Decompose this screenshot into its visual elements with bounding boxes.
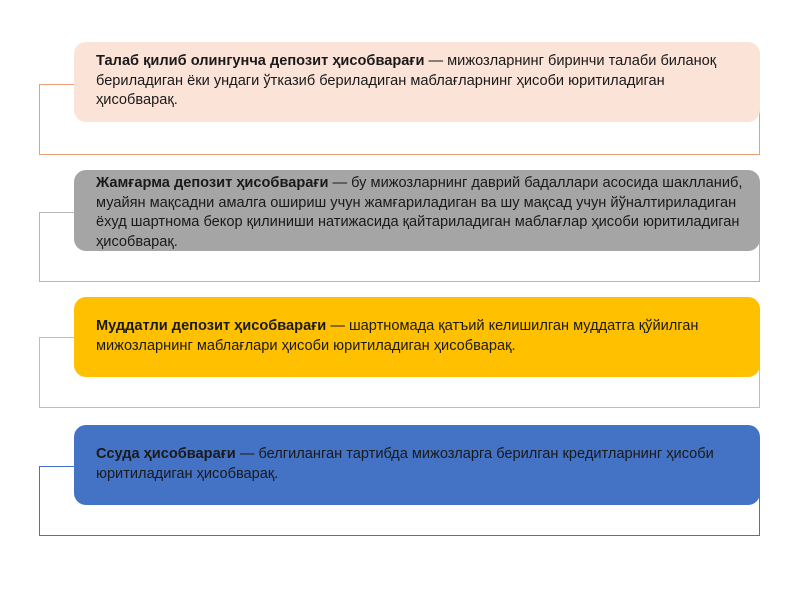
definition-box bbox=[74, 170, 760, 251]
definition-text: мижозларнинг биринчи талаби биланоқ бериладиган ёки ундаги ўтказиб бериладиган маблағларнинг ҳисоби юритиладиган ҳисобварақ. bbox=[96, 53, 717, 108]
definition-text: шартномада қатъий келишилган муддатга қўйилган мижозларнинг маблағлари ҳисоби юритиладиган ҳисобварақ. bbox=[96, 318, 699, 354]
definition-separator: — bbox=[328, 175, 352, 191]
definition-box bbox=[74, 425, 760, 505]
definition-box bbox=[74, 297, 760, 377]
definition-separator: — bbox=[235, 446, 259, 462]
definition-term: Муддатли депозит ҳисобварағи bbox=[96, 318, 327, 334]
definition-box bbox=[74, 42, 760, 122]
definition-term: Жамғарма депозит ҳисобварағи bbox=[96, 175, 329, 191]
definition-separator: — bbox=[326, 318, 349, 334]
definition-separator: — bbox=[424, 53, 448, 69]
definition-term: Талаб қилиб олингунча депозит ҳисобварағи bbox=[96, 53, 425, 69]
definition-text: белгиланган тартибда мижозларга берилган кредитларнинг ҳисоби юритиладиган ҳисобварақ. bbox=[96, 446, 714, 482]
definition-term: Ссуда ҳисобварағи bbox=[96, 446, 236, 462]
definition-text: бу мижозларнинг даврий бадаллари асосида шаклланиб, муайян мақсадни амалга ошириш учун жамғариладиган ва шу мақсад учун йўналтириладиган ёхуд шартнома бекор қилиниши натижасида қайтариладиган маблағлар ҳисоби юритиладиган ҳисобварақ. bbox=[96, 175, 743, 250]
